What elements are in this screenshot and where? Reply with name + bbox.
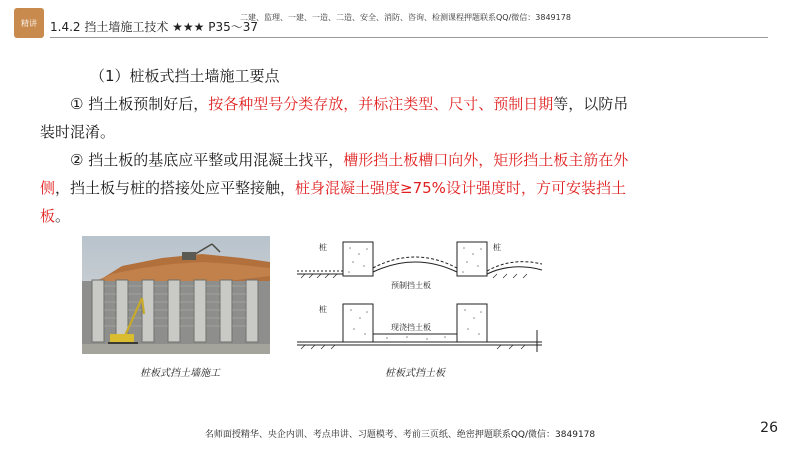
main-content — [40, 62, 630, 230]
label-pile-top-left: 桩 — [319, 243, 327, 252]
diagram-caption: 桩板式挡土板 — [385, 368, 445, 379]
photo-caption: 桩板式挡土墙施工 — [140, 368, 220, 379]
paragraph-1 — [40, 90, 630, 146]
p1-suffix: 等，以防吊装时混淆。 — [40, 95, 629, 141]
footer-notice: 名师面授精华、央企内训、考点串讲、习题模考、考前三页纸、绝密押题联系QQ/微信：3849178 — [204, 430, 596, 440]
page-number: 26 — [760, 420, 778, 436]
logo: 精讲 — [14, 8, 44, 38]
p2-prefix: ② 挡土板的基底应平整或用混凝土找平， — [70, 151, 344, 169]
p1-highlight: 按各种型号分类存放，并标注类型、尺寸、预制日期 — [208, 95, 554, 113]
p2-mid: ，挡土板与桩的搭接处应平整接触， — [55, 179, 296, 197]
pile-board-diagram — [297, 234, 542, 359]
p2-suffix: 。 — [55, 207, 71, 225]
paragraph-2 — [40, 146, 630, 230]
label-cast-board: 现浇挡土板 — [391, 323, 431, 332]
header-divider — [50, 37, 768, 38]
top-notice: 二建、监理、一建、一造、二造、安全、消防、咨询、检测课程押题联系QQ/微信：3849178 — [240, 13, 571, 22]
breadcrumb: 1.4.2 挡土墙施工技术 ★★★ P35～37 — [50, 20, 259, 34]
label-pile-top-right: 桩 — [493, 243, 501, 252]
construction-photo — [82, 236, 270, 354]
label-prefab-board: 预制挡土板 — [391, 281, 431, 290]
p2-highlight-2: 桩身混凝土强度≥75%设计强度时，方可安装挡土板 — [40, 179, 626, 225]
p2-highlight-1: 槽形挡土板槽口向外，矩形挡土板主筋在外侧 — [40, 151, 629, 197]
header-bar — [50, 10, 768, 38]
label-pile-bottom-left: 桩 — [319, 305, 327, 314]
p1-prefix: ① 挡土板预制好后， — [70, 95, 209, 113]
section-title: （1）桩板式挡土墙施工要点 — [90, 67, 280, 85]
